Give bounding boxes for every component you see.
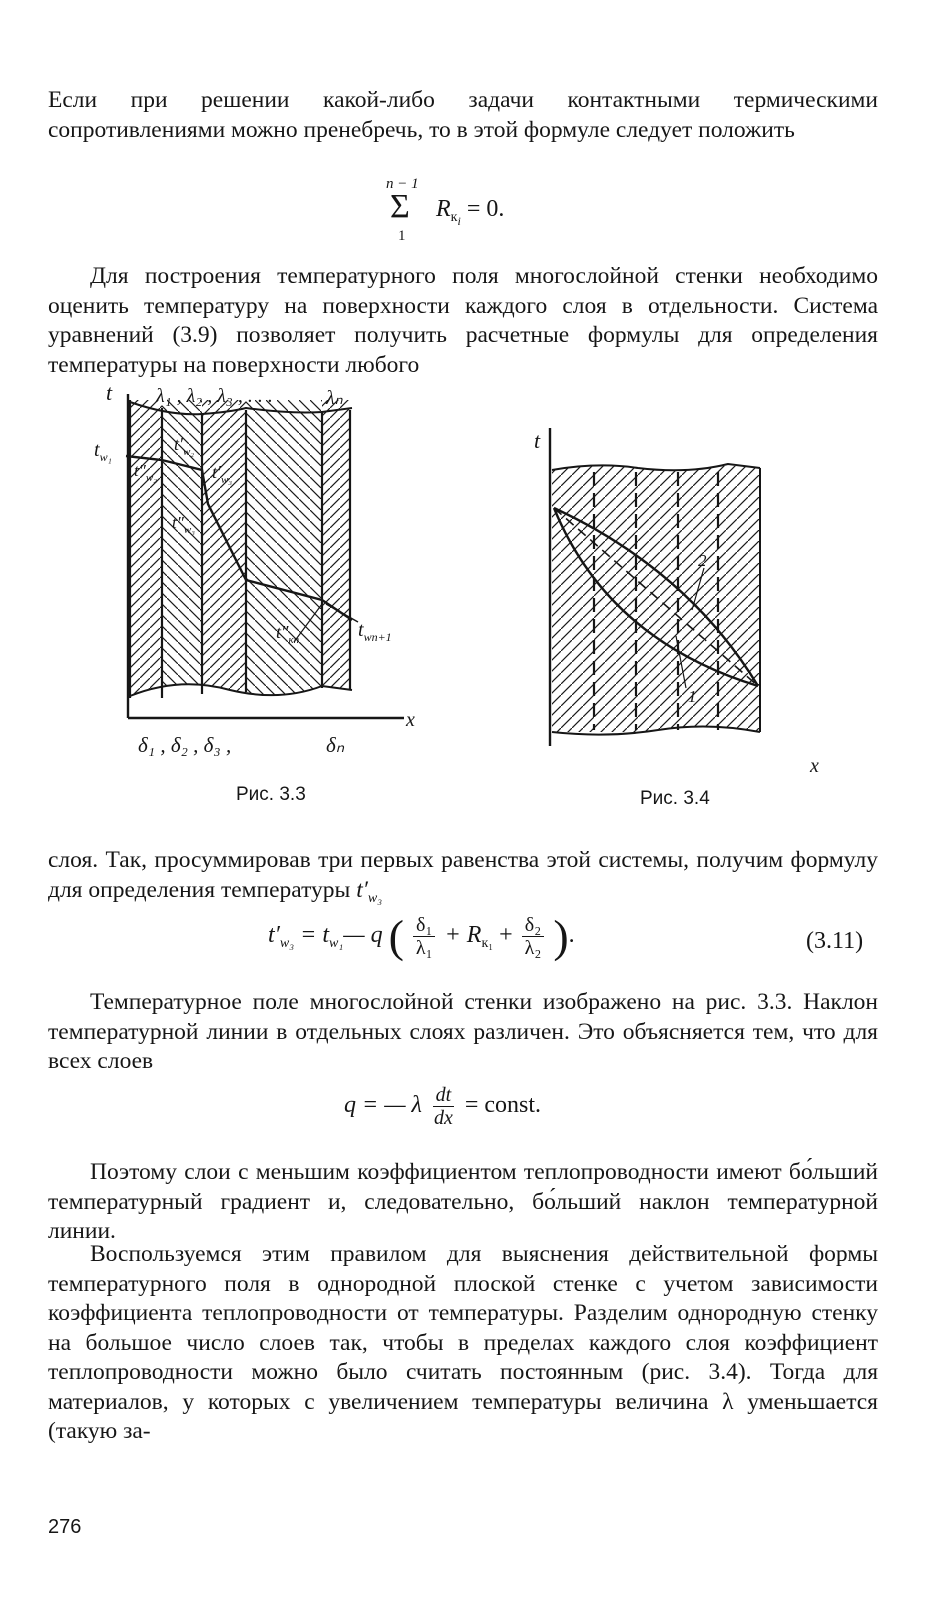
frac-delta1-lambda1: $\frac{\text{δ₁}}{\text{λ₁}}$ (413, 914, 436, 959)
formula-const: q = — λ $\frac{dt}{dx}$ = const. (344, 1084, 542, 1129)
paragraph-rule: Воспользуемся этим правилом для выяснения действительной формы температурного поля в однородной плоской стенке с учетом зависимости коэффициента теплопроводности от температуры. Разделим однородную стенку на большое число слоев так, чтобы в пределах каждого слоя коэффициент теплопроводности можно было считать постоянным (рис. 3.4). Тогда для материалов, у которых с увеличением температуры величина λ уменьшается (такую за- (48, 1241, 878, 1444)
fig33-tw1-label: $t_{w_1}$ (94, 439, 112, 464)
fig33-tkn-label: $t''_{кn}$ (276, 622, 300, 646)
equation-number-3-11: (3.11) (806, 928, 864, 954)
fig34-axis-x-label: x (810, 755, 819, 777)
fig34-curve1-label: 1 (688, 687, 697, 706)
wall-body (552, 466, 760, 732)
fig33-caption: Рис. 3.3 (236, 784, 306, 805)
paragraph-gradient: Поэтому слои с меньшим коэффициентом теплопроводности имеют бо́льший температурный градиент и, следовательно, бо́льший наклон температурной линии. (48, 1159, 878, 1244)
sum-lower-limit: 1 (398, 228, 406, 244)
paragraph-summation (48, 846, 878, 913)
fig33-lambdas-label: λ₁ , λ₂ , λ₃ , . . . (156, 385, 273, 407)
figure-3-3 (90, 378, 440, 768)
figure-3-4 (528, 420, 828, 780)
paragraph-summation-text: слоя. Так, просуммировав три первых равенства этой системы, получим формулу для определения температуры (48, 847, 878, 903)
layer-3 (202, 400, 246, 702)
paragraph-intro: Если при решении какой-либо задачи контактными термическими сопротивлениями можно пренебречь, то в этой формуле следует положить (48, 87, 878, 143)
fig33-tw2pp-label: $t''_{w_2}$ (134, 461, 157, 484)
sum-r-sub-i: i (457, 214, 461, 228)
paragraph-field-image: Температурное поле многослойной стенки изображено на рис. 3.3. Наклон температурной линии в отдельных слоях различен. Это объясняется тем, что для всех слоев (48, 989, 878, 1074)
sum-upper-limit: n − 1 (386, 176, 419, 192)
fig33-delta-n-label: δₙ (326, 733, 345, 757)
fig34-caption: Рис. 3.4 (640, 788, 710, 809)
sum-body (436, 196, 504, 229)
fig33-lambda-n-label: λₙ (326, 387, 343, 409)
layer-4 (246, 400, 322, 702)
layer-n (322, 400, 350, 702)
fig33-axis-t-label: t (106, 380, 113, 405)
fig34-curve2-label: 2 (698, 551, 707, 570)
layer-1 (130, 400, 162, 702)
fig33-deltas-label: δ₁ , δ₂ , δ₃ , (138, 733, 232, 757)
fig33-twn1-label: $t_{wn+1}$ (358, 619, 392, 644)
formula-3-11: $t'_{w_3}$ = $t_{w_1}—$ q ( $\frac{\text{δ₁}}{\text{λ₁}}$ + $R_{к_1}$ + $\frac{\text{δ₂}}{\text{λ₂}}$ ). (268, 910, 575, 962)
fig34-axis-t-label: t (534, 428, 541, 453)
sum-sign: Σ (390, 188, 410, 225)
fig33-tw2p-label: $t'_{w_2}$ (174, 434, 195, 458)
fig33-axis-x-label: x (406, 709, 415, 731)
inline-tw3: $t'_{w_3}$ (356, 876, 383, 906)
fig33-tw3p-label: $t'_{w_3}$ (212, 462, 233, 486)
sum-r: R (436, 196, 451, 222)
formula-sum (380, 176, 580, 246)
page-number: 276 (48, 1516, 82, 1538)
sum-rhs: = 0. (466, 196, 505, 222)
paragraph-temperature-field: Для построения температурного поля многослойной стенки необходимо оценить температуру на поверхности каждого слоя в отдельности. Система уравнений (3.9) позволяет получить расчетные формулы для определения температуры на поверхности любого (48, 263, 878, 378)
fig33-tw3pp-label: $t''_{w_3}$ (172, 513, 195, 536)
frac-delta2-lambda2: $\frac{\text{δ₂}}{\text{λ₂}}$ (522, 914, 545, 959)
frac-dt-dx: $\frac{dt}{dx}$ (433, 1084, 453, 1129)
sum-r-sub: к (450, 210, 458, 225)
